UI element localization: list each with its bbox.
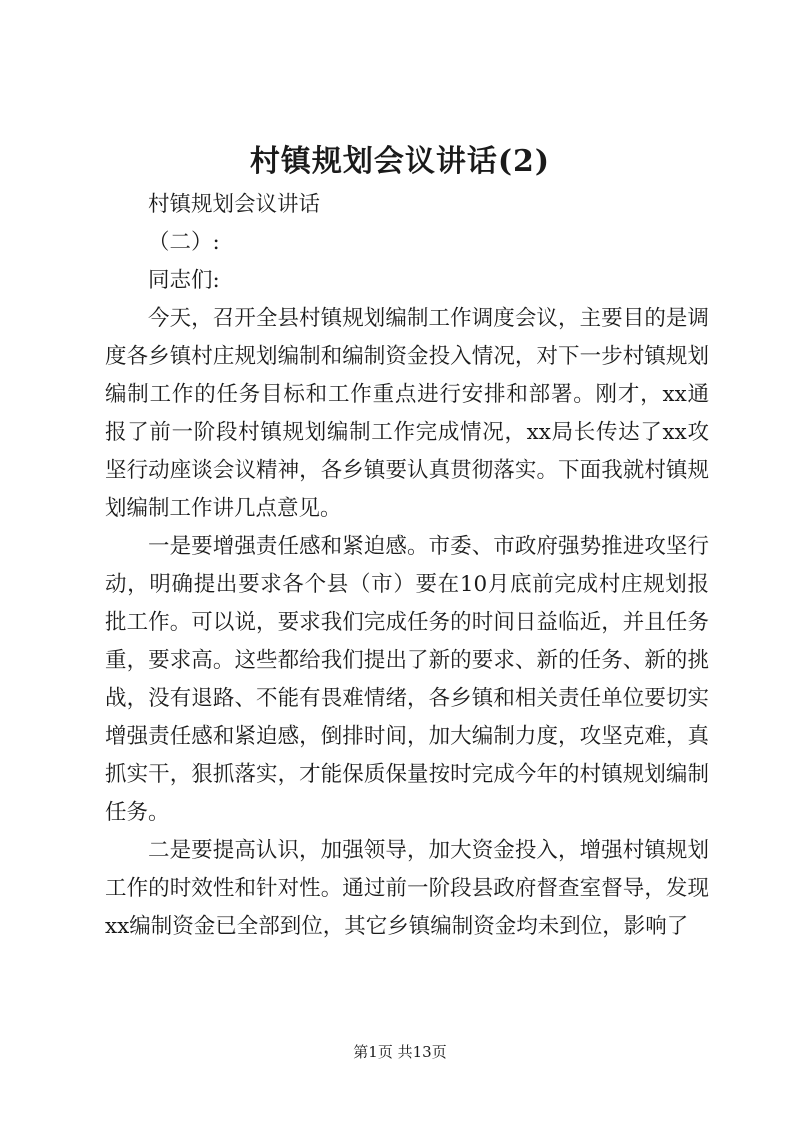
document-title: 村镇规划会议讲话(2) [249,144,551,179]
page-footer: 第1页 共13页 [353,1043,447,1061]
paragraph: 村镇规划会议讲话 [148,192,321,217]
paragraph: 同志们: [148,268,220,293]
paragraph: 今天，召开全县村镇规划编制工作调度会议，主要目的是调度各乡镇村庄规划编制和编制资金投入情况，对下一步村镇规划编制工作的任务目标和工作重点进行安排和部署。刚才，xx通报了前一阶段村镇规划编制工作完成情况，xx局长传达了xx攻坚行动座谈会议精神，各乡镇要认真贯彻落实。下面我就村镇规划编制工作讲几点意见。 [105,306,709,521]
paragraph: 一是要增强责任感和紧迫感。市委、市政府强势推进攻坚行动，明确提出要求各个县（市）要在10月底前完成村庄规划报批工作。可以说，要求我们完成任务的时间日益临近，并且任务重，要求高。这些都给我们提出了新的要求、新的任务、新的挑战，没有退路、不能有畏难情绪，各乡镇和相关责任单位要切实增强责任感和紧迫感，倒排时间，加大编制力度，攻坚克难，真抓实干，狠抓落实，才能保质保量按时完成今年的村镇规划编制任务。 [105,534,709,825]
document-body [105,186,709,946]
paragraph: 二是要提高认识，加强领导，加大资金投入，增强村镇规划工作的时效性和针对性。通过前一阶段县政府督查室督导，发现xx编制资金已全部到位，其它乡镇编制资金均未到位，影响了 [105,838,709,939]
paragraph: （二）: [148,230,220,255]
